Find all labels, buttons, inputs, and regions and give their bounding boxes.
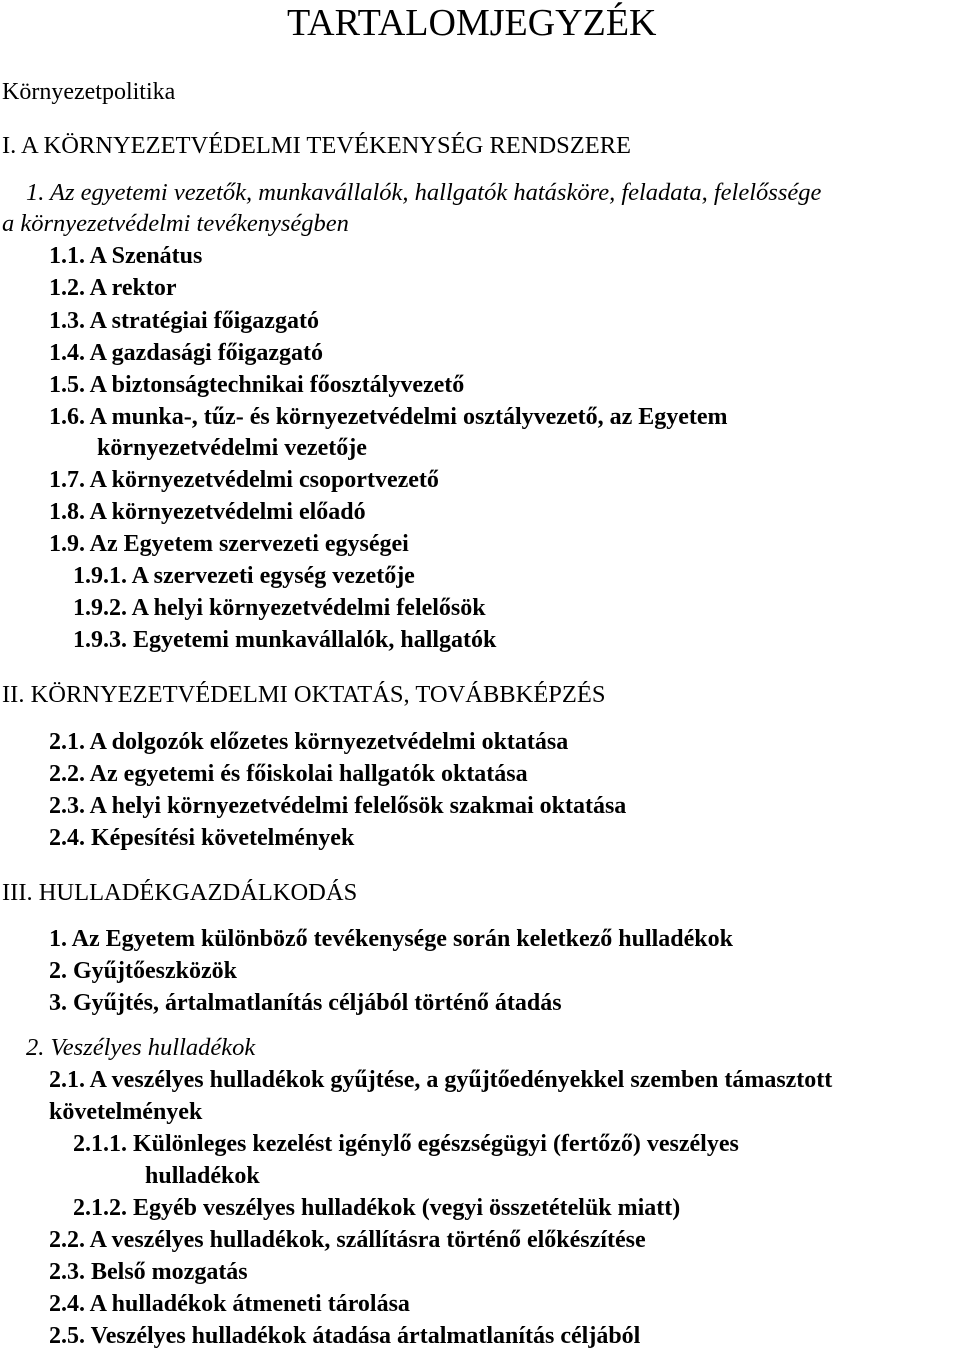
page-title: TARTALOMJEGYZÉK	[287, 2, 657, 44]
toc-entry: 2.4. Képesítési követelmények	[49, 825, 355, 851]
toc-entry: 1.2. A rektor	[49, 275, 177, 301]
section-heading-2: 2. Veszélyes hulladékok	[26, 1034, 256, 1061]
toc-entry: 3. Gyűjtés, ártalmatlanítás céljából történő átadás	[49, 990, 562, 1016]
toc-entry-cont: követelmények	[49, 1099, 203, 1125]
toc-entry: 2.1. A dolgozók előzetes környezetvédelmi oktatása	[49, 729, 569, 755]
toc-entry: 2.1.1. Különleges kezelést igénylő egészségügyi (fertőző) veszélyes	[73, 1131, 739, 1157]
toc-entry: 1.1. A Szenátus	[49, 243, 203, 269]
toc-entry: 1.6. A munka-, tűz- és környezetvédelmi osztályvezető, az Egyetem	[49, 404, 728, 430]
subject-heading: Környezetpolitika	[2, 79, 176, 105]
toc-entry: 2.3. Belső mozgatás	[49, 1259, 248, 1285]
toc-entry: 1. Az Egyetem különböző tevékenysége során keletkező hulladékok	[49, 926, 733, 952]
toc-entry-cont: környezetvédelmi vezetője	[97, 435, 367, 461]
part-heading-3: III. HULLADÉKGAZDÁLKODÁS	[2, 879, 358, 906]
toc-entry: 1.3. A stratégiai főigazgató	[49, 308, 319, 334]
toc-entry: 2.1. A veszélyes hulladékok gyűjtése, a gyűjtőedényekkel szemben támasztott	[49, 1067, 833, 1093]
toc-entry: 2.4. A hulladékok átmeneti tárolása	[49, 1291, 410, 1317]
section-heading-1: 1. Az egyetemi vezetők, munkavállalók, hallgatók hatásköre, feladata, felelőssége	[26, 179, 822, 206]
toc-entry: 1.9.1. A szervezeti egység vezetője	[73, 563, 415, 589]
toc-entry: 2.2. Az egyetemi és főiskolai hallgatók oktatása	[49, 761, 528, 787]
toc-entry: 2.5. Veszélyes hulladékok átadása ártalmatlanítás céljából	[49, 1323, 641, 1349]
toc-entry: 2.2. A veszélyes hulladékok, szállításra történő előkészítése	[49, 1227, 646, 1253]
toc-entry: 1.5. A biztonságtechnikai főosztályvezető	[49, 372, 465, 398]
section-heading-1-cont: a környezetvédelmi tevékenységben	[2, 210, 349, 237]
toc-entry-cont: hulladékok	[145, 1163, 260, 1189]
toc-entry: 1.7. A környezetvédelmi csoportvezető	[49, 467, 439, 493]
toc-entry: 1.9.2. A helyi környezetvédelmi felelősök	[73, 595, 486, 621]
toc-entry: 1.4. A gazdasági főigazgató	[49, 340, 323, 366]
toc-entry: 1.8. A környezetvédelmi előadó	[49, 499, 366, 525]
toc-entry: 2. Gyűjtőeszközök	[49, 958, 237, 984]
toc-entry: 1.9.3. Egyetemi munkavállalók, hallgatók	[73, 627, 497, 653]
toc-entry: 2.1.2. Egyéb veszélyes hulladékok (vegyi összetételük miatt)	[73, 1195, 681, 1221]
part-heading-2: II. KÖRNYEZETVÉDELMI OKTATÁS, TOVÁBBKÉPZÉS	[2, 681, 606, 708]
part-heading-1: I. A KÖRNYEZETVÉDELMI TEVÉKENYSÉG RENDSZERE	[2, 132, 632, 159]
toc-entry: 2.3. A helyi környezetvédelmi felelősök szakmai oktatása	[49, 793, 627, 819]
toc-entry: 1.9. Az Egyetem szervezeti egységei	[49, 531, 409, 557]
